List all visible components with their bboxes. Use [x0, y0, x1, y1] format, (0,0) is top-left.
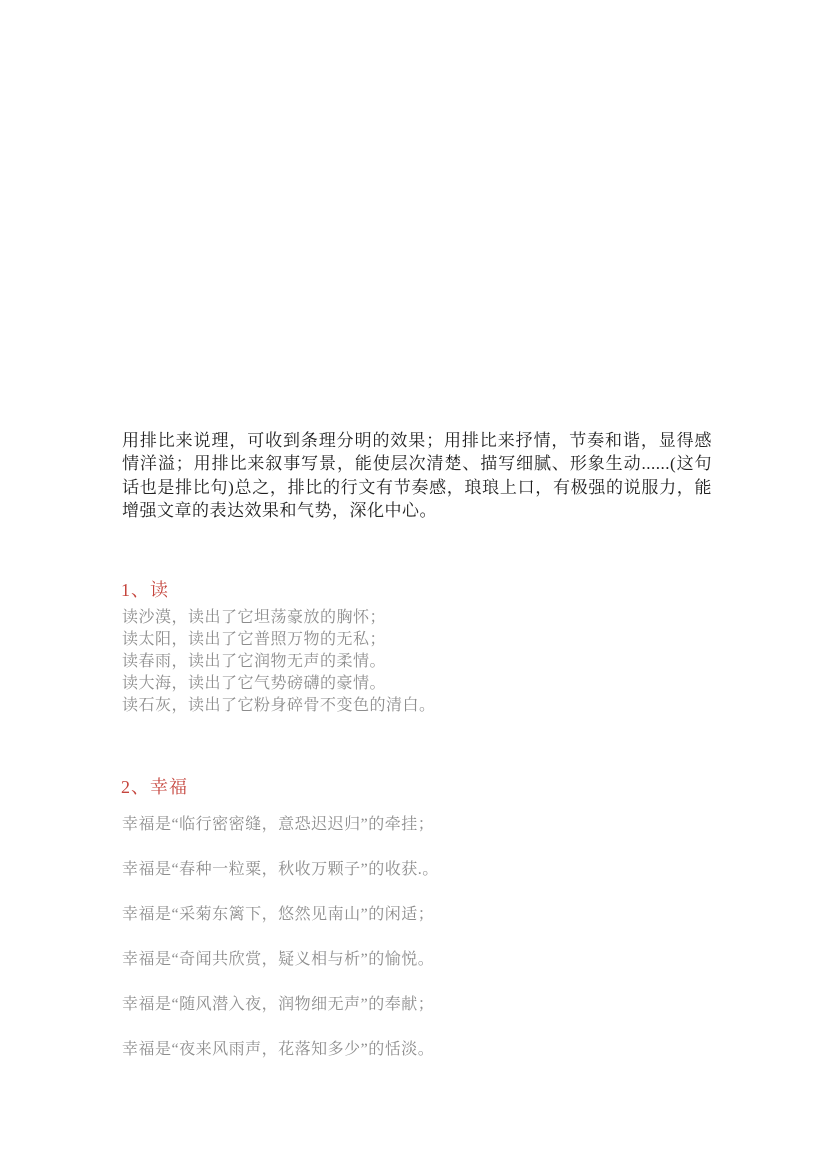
section-2-body [122, 814, 742, 1084]
poem-line: 读太阳，读出了它普照万物的无私； [122, 631, 387, 648]
poem-line: 读春雨，读出了它润物无声的柔情。 [122, 653, 387, 670]
happiness-line: 幸福是“随风潜入夜，润物细无声”的奉献； [122, 996, 435, 1013]
poem-line: 读沙漠，读出了它坦荡豪放的胸怀； [122, 609, 387, 626]
section-1-heading: 1、读 [121, 580, 169, 600]
happiness-line: 幸福是“夜来风雨声，花落知多少”的恬淡。 [122, 1041, 435, 1058]
happiness-line: 幸福是“春种一粒粟，秋收万颗子”的收获.。 [122, 861, 439, 878]
happiness-line: 幸福是“奇闻共欣赏，疑义相与析”的愉悦。 [122, 951, 435, 968]
section-1-body [122, 607, 722, 717]
poem-line: 读石灰，读出了它粉身碎骨不变色的清白。 [122, 697, 436, 714]
intro-paragraph: 用排比来说理，可收到条理分明的效果；用排比来抒情，节奏和谐，显得感情洋溢；用排比来叙事写景，能使层次清楚、描写细腻、形象生动......(这句话也是排比句)总之，排比的行文有节奏感，琅琅上口，有极强的说服力，能增强文章的表达效果和气势，深化中心。 [122, 431, 712, 520]
poem-line: 读大海，读出了它气势磅礴的豪情。 [122, 675, 387, 692]
section-2-heading: 2、幸福 [121, 777, 188, 797]
happiness-line: 幸福是“临行密密缝，意恐迟迟归”的牵挂； [122, 816, 435, 833]
happiness-line: 幸福是“采菊东篱下，悠然见南山”的闲适； [122, 906, 435, 923]
